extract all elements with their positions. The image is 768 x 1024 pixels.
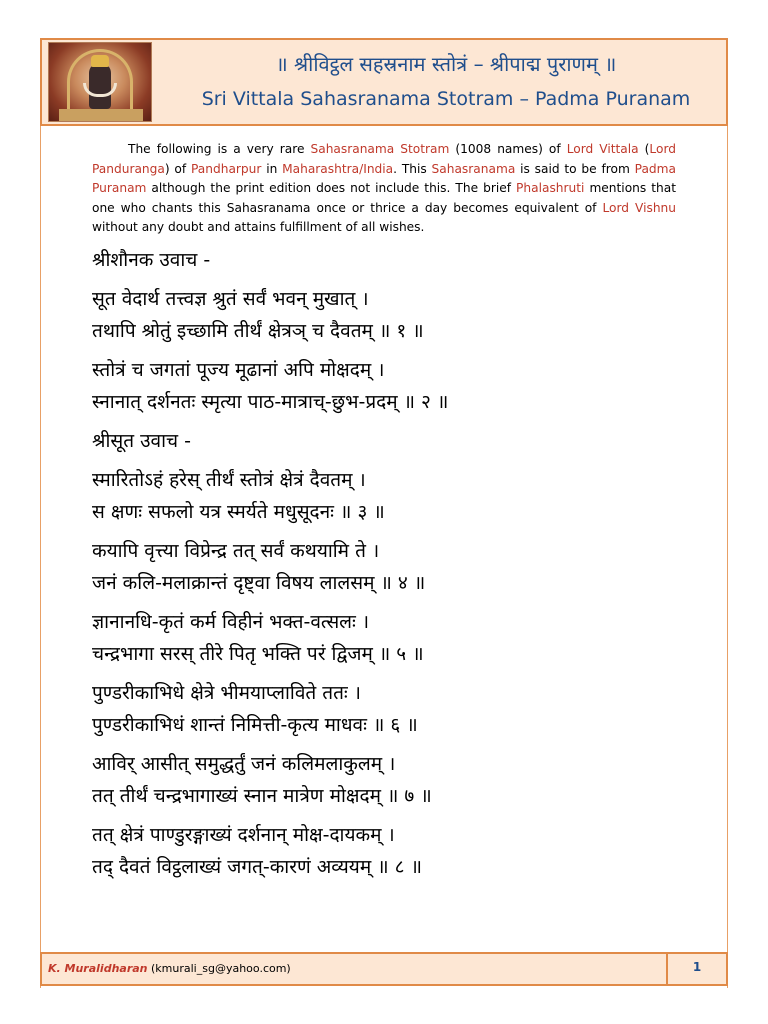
deity-image bbox=[48, 42, 152, 122]
footer-bar bbox=[40, 952, 728, 986]
intro-highlight: Padma Puranam bbox=[92, 161, 676, 196]
verse-line: चन्द्रभागा सरस् तीरे पितृ भक्ति परं द्विजम् ॥ ५ ॥ bbox=[92, 643, 424, 665]
deity-pedestal bbox=[59, 109, 143, 121]
title-sanskrit: ॥ श्रीविट्ठल सहस्रनाम स्तोत्रं – श्रीपाद्म पुराणम् ॥ bbox=[275, 52, 617, 76]
verse-3 bbox=[92, 464, 692, 528]
verse-line: तत् तीर्थं चन्द्रभागाख्यं स्नान मात्रेण मोक्षदम् ॥ ७ ॥ bbox=[92, 785, 432, 807]
verse-8 bbox=[92, 819, 692, 883]
intro-text: is said to be from bbox=[515, 161, 635, 176]
intro-text: without any doubt and attains fulfillment of all wishes. bbox=[92, 220, 425, 235]
verse-line: तत् क्षेत्रं पाण्डुरङ्गाख्यं दर्शनान् मोक्ष-दायकम् । bbox=[92, 824, 395, 846]
verse-4 bbox=[92, 535, 692, 599]
intro-text: (1008 names) of bbox=[449, 142, 567, 156]
intro-text: although the print edition does not include this. The brief bbox=[146, 181, 517, 196]
intro-text: ) of bbox=[164, 161, 191, 176]
verse-line: पुण्डरीकाभिधे क्षेत्रे भीमयाप्लाविते ततः । bbox=[92, 682, 362, 704]
intro-text: . This bbox=[393, 161, 432, 176]
intro-highlight: Sahasranama Stotram bbox=[310, 142, 450, 156]
verse-line: स्नानात् दर्शनतः स्मृत्या पाठ-मात्राच्-छुभ-प्रदम् ॥ २ ॥ bbox=[92, 391, 449, 413]
verse-line: तथापि श्रोतुं इच्छामि तीर्थं क्षेत्रञ् च दैवतम् ॥ १ ॥ bbox=[92, 320, 424, 342]
verse-line: स्मारितोऽहं हरेस् तीर्थं स्तोत्रं क्षेत्रं दैवतम् । bbox=[92, 469, 366, 491]
title-english: Sri Vittala Sahasranama Stotram – Padma Puranam bbox=[201, 88, 691, 110]
verse-line: ज्ञानानधि-कृतं कर्म विहीनं भक्त-वत्सलः । bbox=[92, 611, 370, 633]
author-name: K. Muralidharan bbox=[48, 962, 148, 975]
intro-text: The following is a very rare bbox=[128, 142, 311, 156]
speaker-heading: श्रीशौनक उवाच - bbox=[92, 249, 211, 271]
header-banner bbox=[40, 38, 728, 126]
intro-highlight: Sahasranama bbox=[431, 161, 516, 176]
verse-line: आविर् आसीत् समुद्धर्तुं जनं कलिमलाकुलम् । bbox=[92, 753, 396, 775]
verse-1 bbox=[92, 283, 692, 347]
intro-text: in bbox=[261, 161, 283, 176]
intro-highlight: Lord Panduranga bbox=[92, 142, 676, 176]
verse-line: जनं कलि-मलाक्रान्तं दृष्ट्वा विषय लालसम् ॥ ४ ॥ bbox=[92, 572, 426, 594]
verse-line: स्तोत्रं च जगतां पूज्य मूढानां अपि मोक्षदम् । bbox=[92, 359, 385, 381]
intro-highlight: Phalashruti bbox=[516, 181, 585, 196]
verses-section bbox=[92, 244, 692, 890]
page-number: 1 bbox=[692, 960, 702, 974]
verse-line: कयापि वृत्त्या विप्रेन्द्र तत् सर्वं कथयामि ते । bbox=[92, 540, 380, 562]
intro-highlight: Lord Vishnu bbox=[602, 200, 676, 215]
intro-highlight: Maharashtra/India bbox=[282, 161, 394, 176]
deity-crown bbox=[91, 55, 109, 67]
intro-highlight: Lord Vittala bbox=[566, 142, 639, 156]
speaker-heading: श्रीसूत उवाच - bbox=[92, 430, 191, 452]
verse-line: तद् दैवतं विट्ठलाख्यं जगत्-कारणं अव्ययम् ॥ ८ ॥ bbox=[92, 856, 422, 878]
footer-author bbox=[48, 962, 291, 975]
intro-text: mentions that one who chants this Sahasranama once or thrice a day becomes equivalent of bbox=[92, 181, 676, 215]
verse-line: सूत वेदार्थ तत्त्वज्ञ श्रुतं सर्वं भवन् मुखात् । bbox=[92, 288, 369, 310]
verse-5 bbox=[92, 606, 692, 670]
verse-2 bbox=[92, 354, 692, 418]
verse-line: पुण्डरीकाभिधं शान्तं निमित्ती-कृत्य माधवः ॥ ६ ॥ bbox=[92, 714, 418, 736]
intro-text: ( bbox=[638, 142, 650, 156]
verse-line: स क्षणः सफलो यत्र स्मर्यते मधुसूदनः ॥ ३ ॥ bbox=[92, 501, 385, 523]
verse-7 bbox=[92, 748, 692, 812]
author-email: (kmurali_sg@yahoo.com) bbox=[151, 962, 291, 975]
intro-paragraph bbox=[92, 140, 676, 238]
verse-6 bbox=[92, 677, 692, 741]
intro-highlight: Pandharpur bbox=[191, 161, 262, 176]
